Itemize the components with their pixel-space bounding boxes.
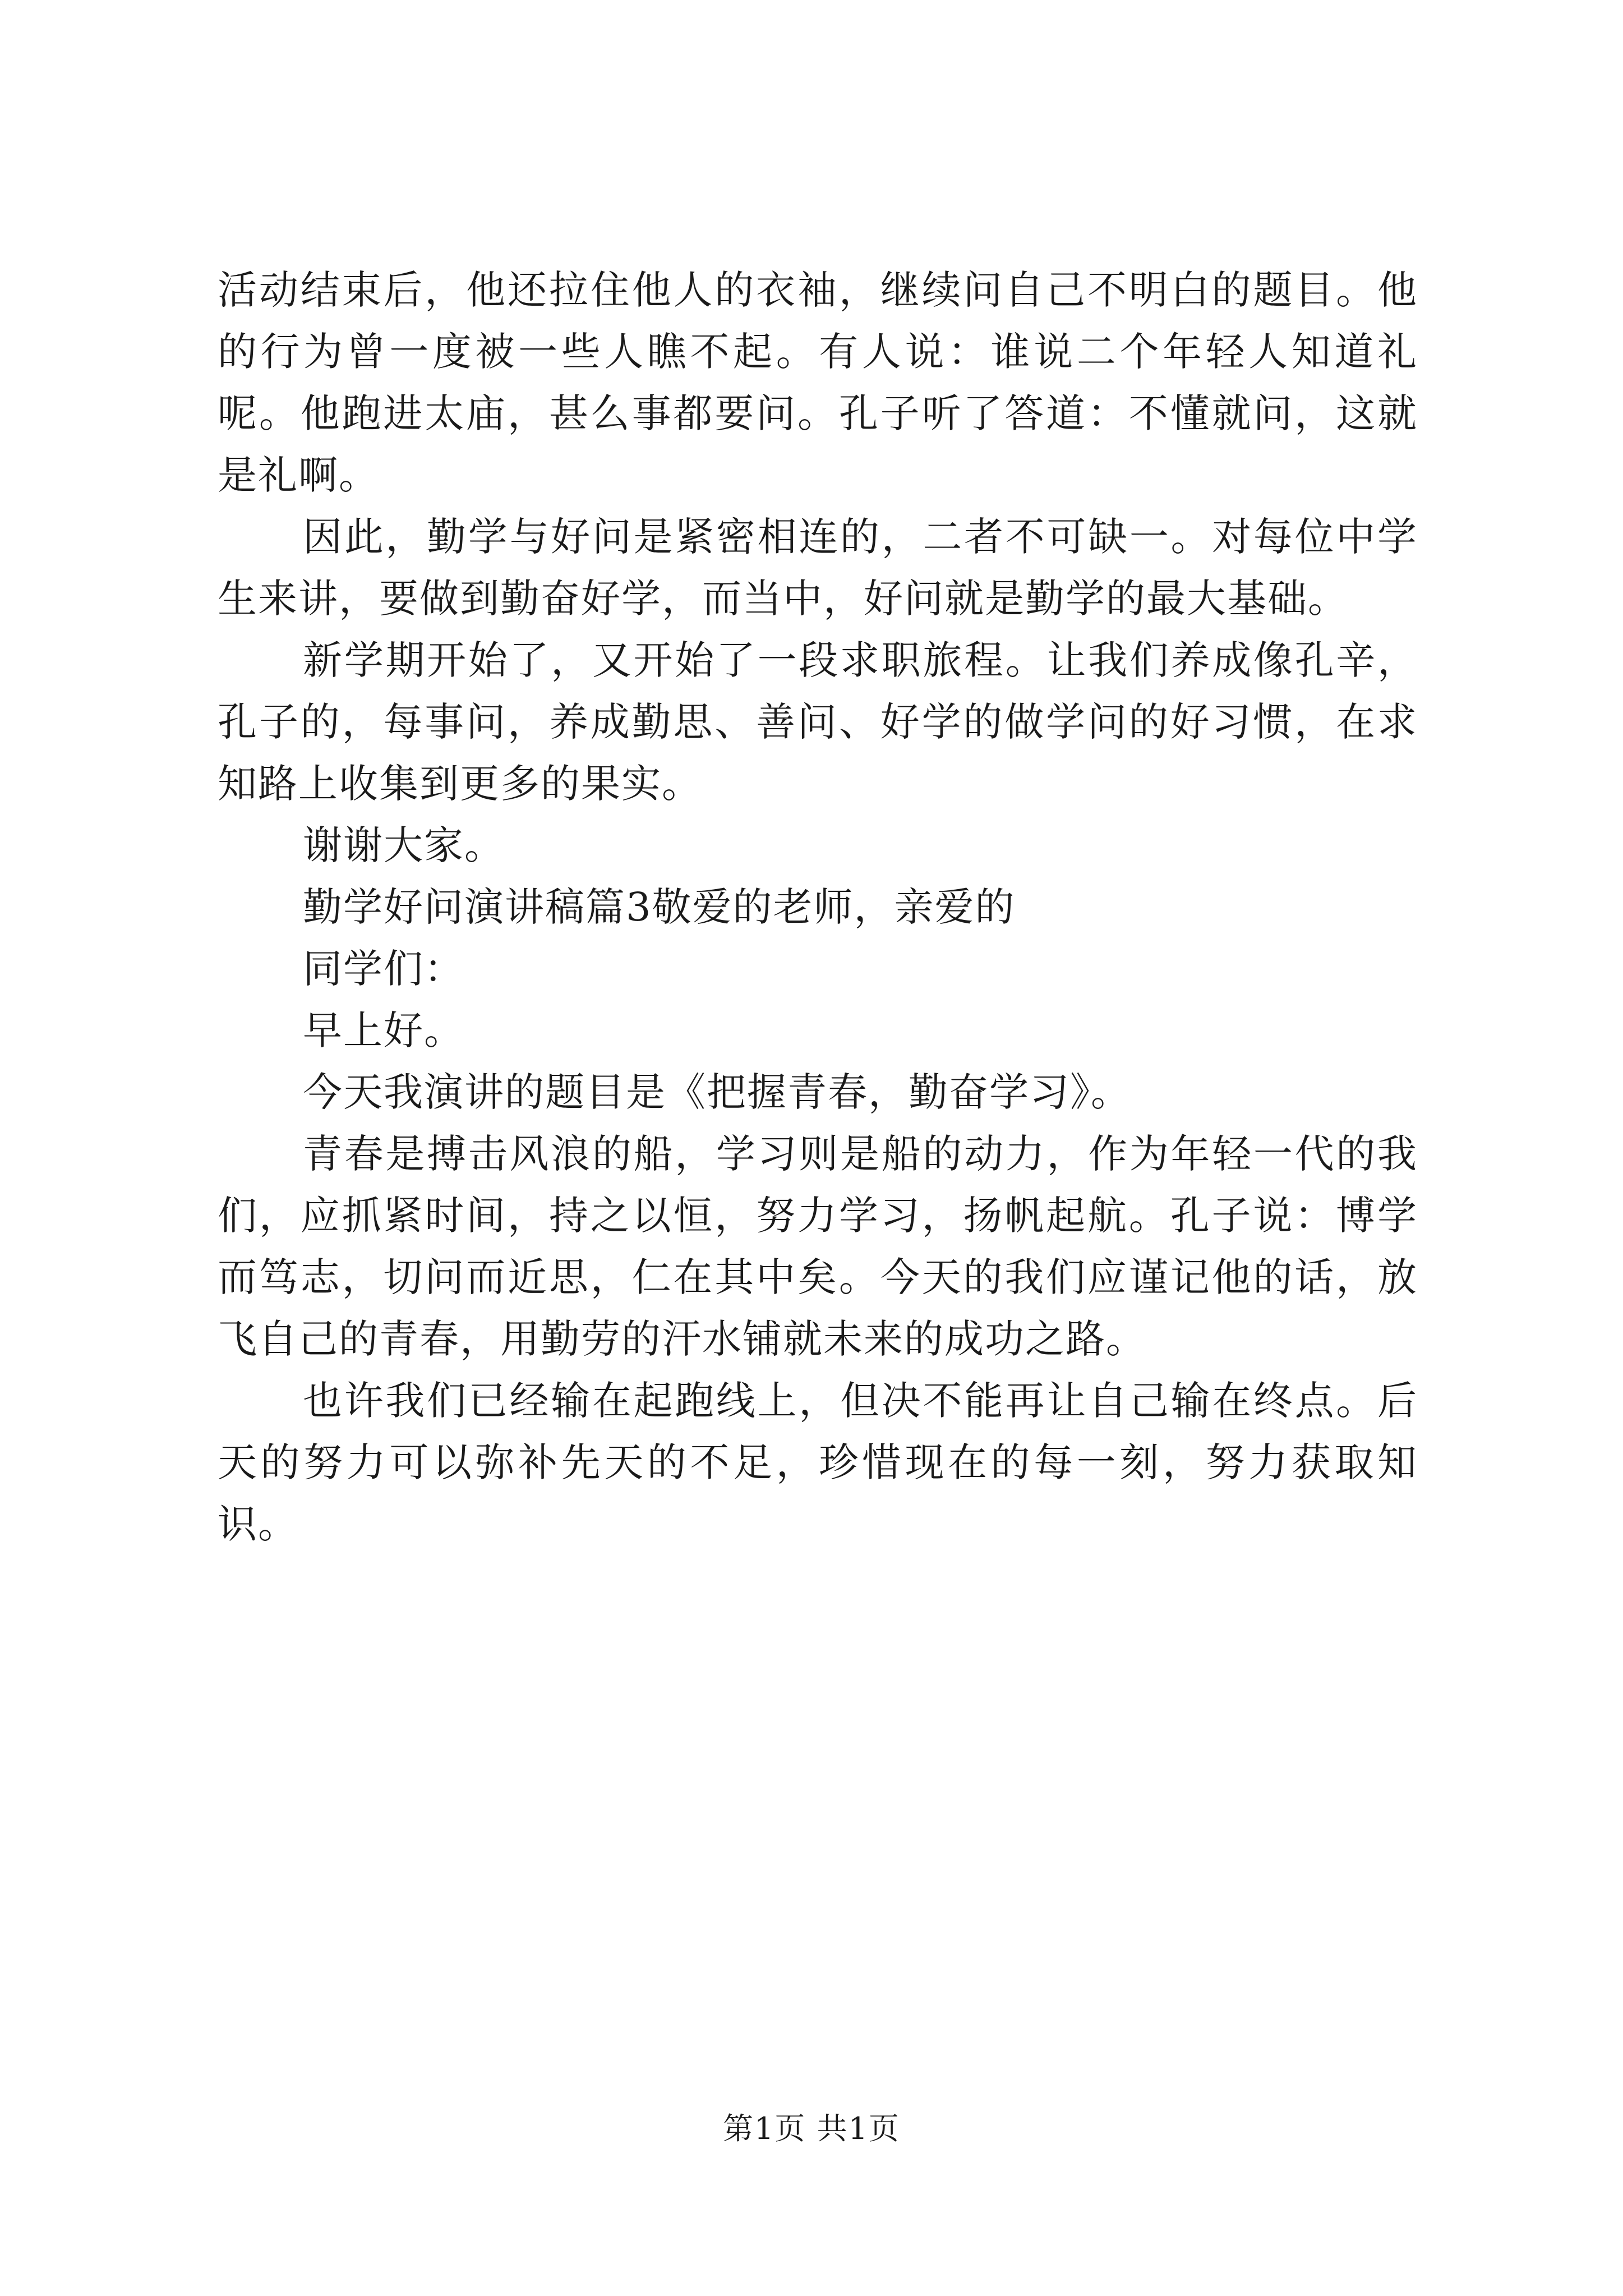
- paragraph-5: 勤学好问演讲稿篇3敬爱的老师，亲爱的: [303, 884, 1016, 930]
- document-body: [218, 259, 1418, 1555]
- paragraph-3: 新学期开始了，又开始了一段求职旅程。让我们养成像孔辛，孔子的，每事问，养成勤思、善问、好学的做学问的好习惯，在求知路上收集到更多的果实。: [218, 637, 1418, 807]
- page-footer: 第1页 共1页: [723, 2111, 900, 2146]
- paragraph-9: 青春是搏击风浪的船，学习则是船的动力，作为年轻一代的我们，应抓紧时间，持之以恒，努力学习，扬帆起航。孔子说：博学而笃志，切问而近思，仁在其中矣。今天的我们应谨记他的话，放飞自己的青春，用勤劳的汗水铺就未来的成功之路。: [218, 1131, 1418, 1362]
- paragraph-10: 也许我们已经输在起跑线上，但决不能再让自己输在终点。后天的努力可以弥补先天的不足，珍惜现在的每一刻，努力获取知识。: [218, 1378, 1418, 1547]
- paragraph-6: 同学们：: [303, 946, 464, 992]
- paragraph-7: 早上好。: [303, 1007, 464, 1053]
- paragraph-1: 活动结束后，他还拉住他人的衣袖，继续问自己不明白的题目。他的行为曾一度被一些人瞧不起。有人说：谁说二个年轻人知道礼呢。他跑进太庙，甚么事都要问。孔子听了答道：不懂就问，这就是礼啊。: [218, 267, 1418, 498]
- paragraph-2: 因此，勤学与好问是紧密相连的，二者不可缺一。对每位中学生来讲，要做到勤奋好学，而当中，好问就是勤学的最大基础。: [218, 514, 1418, 622]
- paragraph-8: 今天我演讲的题目是《把握青春，勤奋学习》。: [303, 1069, 1131, 1115]
- paragraph-4: 谢谢大家。: [303, 822, 505, 868]
